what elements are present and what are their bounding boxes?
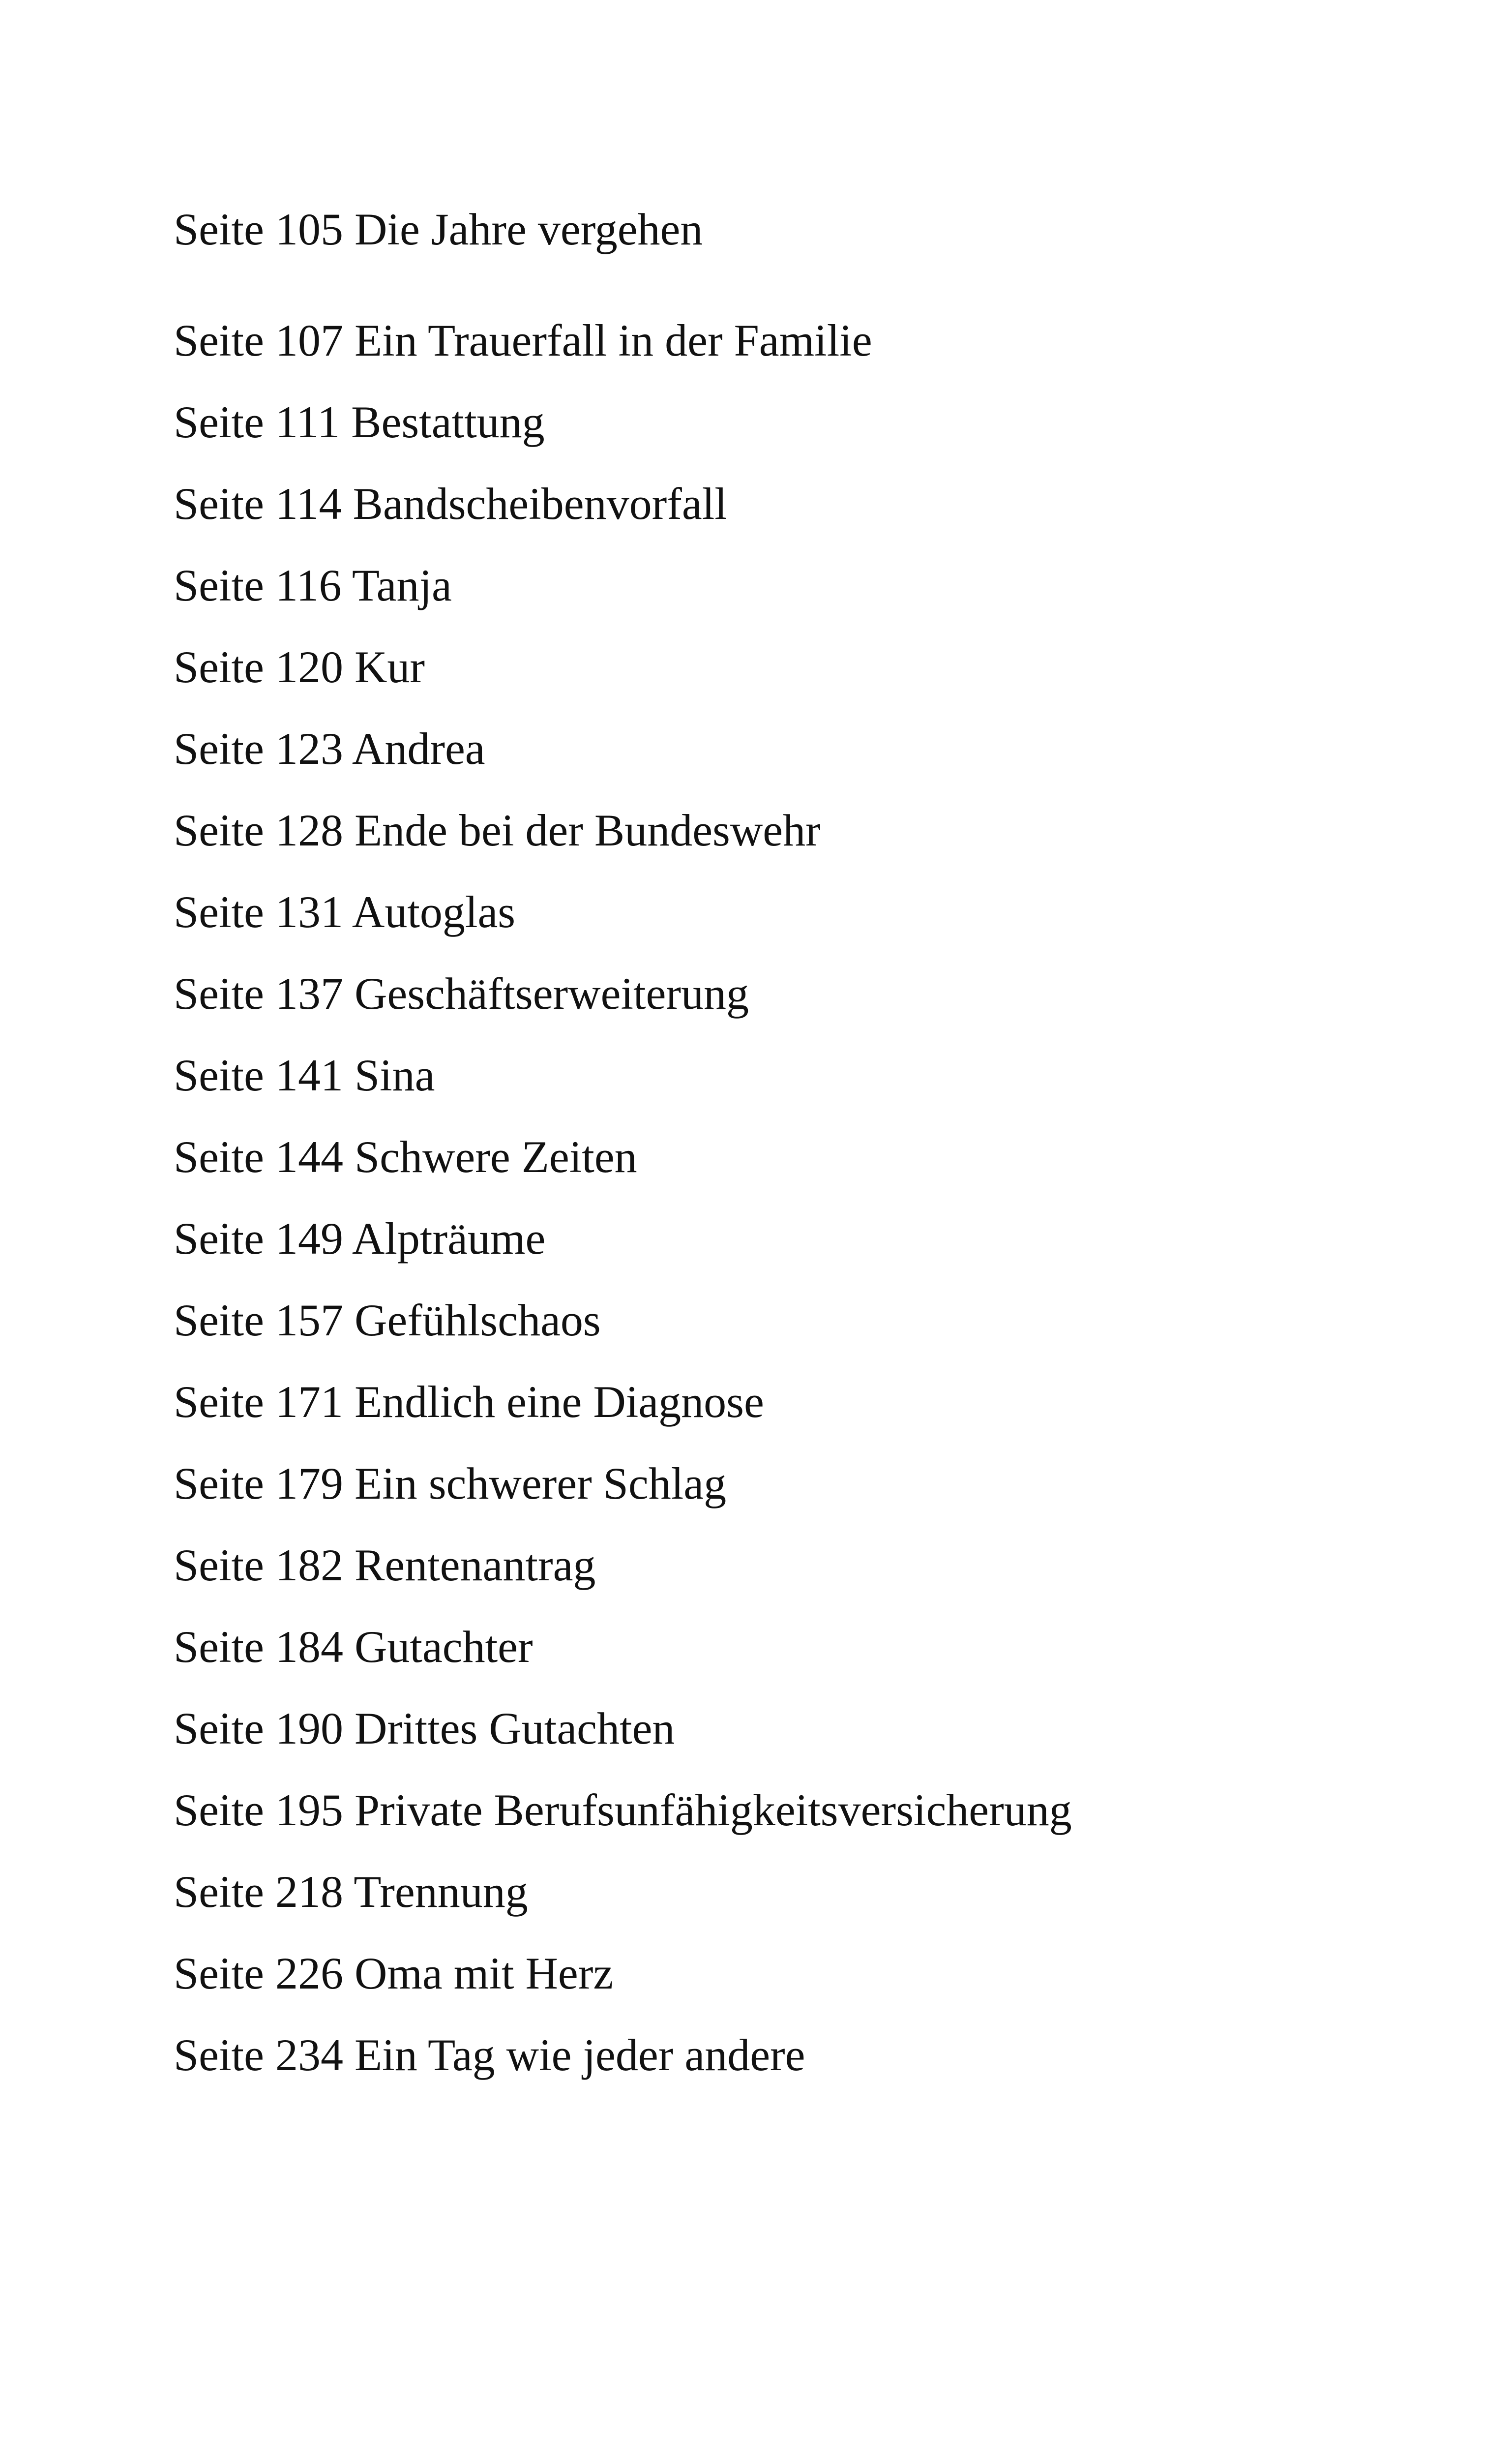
- toc-entry: Seite 171 Endlich eine Diagnose: [174, 1377, 764, 1427]
- table-of-contents: [174, 203, 1452, 2110]
- toc-entry: Seite 105 Die Jahre vergehen: [174, 204, 703, 254]
- toc-entry: Seite 195 Private Berufsunfähigkeitsversicherung: [174, 1785, 1072, 1835]
- toc-entry: Seite 179 Ein schwerer Schlag: [174, 1458, 727, 1508]
- toc-entry: Seite 114 Bandscheibenvorfall: [174, 479, 727, 529]
- toc-entry: Seite 182 Rentenantrag: [174, 1540, 596, 1590]
- toc-entry: Seite 116 Tanja: [174, 560, 452, 610]
- toc-entry: Seite 226 Oma mit Herz: [174, 1948, 614, 1998]
- toc-entry: Seite 218 Trennung: [174, 1867, 528, 1917]
- toc-entry: Seite 141 Sina: [174, 1050, 435, 1100]
- toc-entry: Seite 137 Geschäftserweiterung: [174, 968, 749, 1019]
- toc-entry: Seite 157 Gefühlschaos: [174, 1295, 601, 1345]
- toc-entry: Seite 128 Ende bei der Bundeswehr: [174, 805, 821, 855]
- toc-entry: Seite 107 Ein Trauerfall in der Familie: [174, 315, 872, 365]
- toc-entry: Seite 184 Gutachter: [174, 1622, 533, 1672]
- toc-entry: Seite 120 Kur: [174, 642, 425, 692]
- toc-entry: Seite 144 Schwere Zeiten: [174, 1132, 637, 1182]
- toc-entry: Seite 111 Bestattung: [174, 397, 545, 447]
- toc-entry: Seite 190 Drittes Gutachten: [174, 1703, 675, 1753]
- toc-entry: Seite 123 Andrea: [174, 724, 485, 774]
- toc-entry: Seite 234 Ein Tag wie jeder andere: [174, 2030, 805, 2080]
- toc-entry: Seite 149 Alpträume: [174, 1213, 546, 1264]
- toc-entry: Seite 131 Autoglas: [174, 887, 516, 937]
